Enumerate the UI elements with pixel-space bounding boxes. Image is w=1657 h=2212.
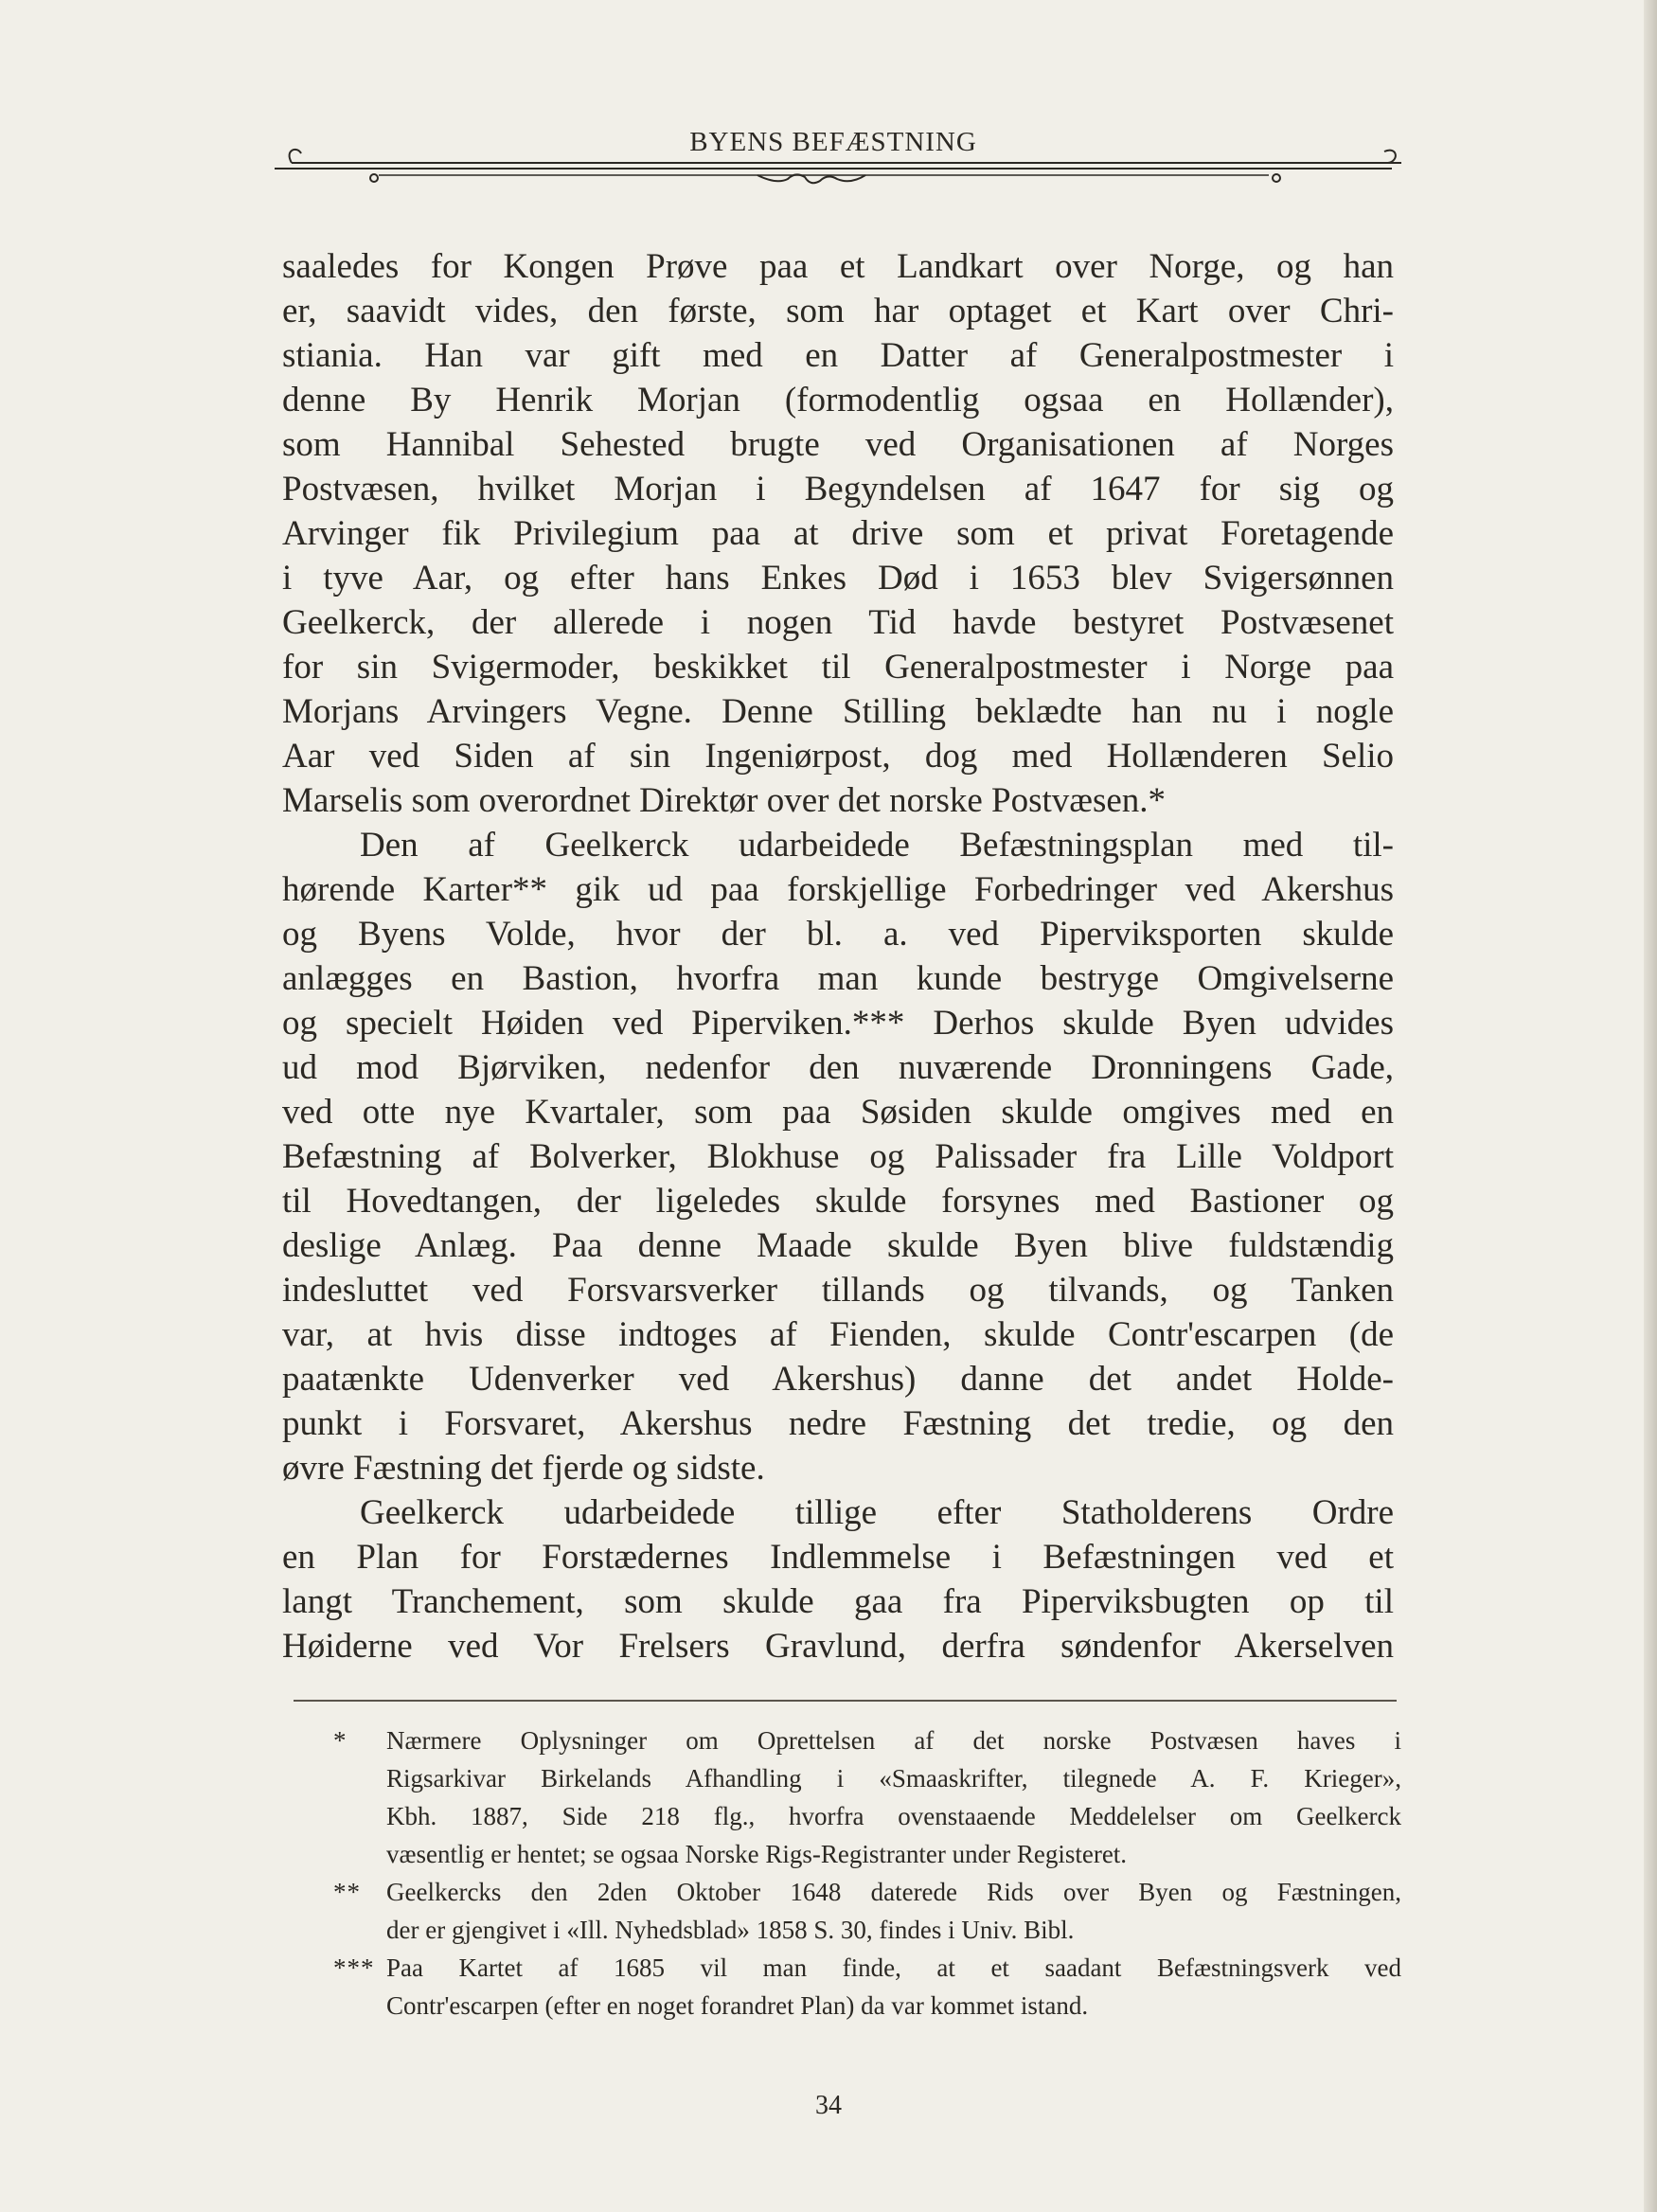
text-line: Høiderne ved Vor Frelsers Gravlund, derfra søndenfor Akerselven bbox=[282, 1627, 1394, 1666]
footnote-line bbox=[341, 1797, 1401, 1835]
text-line: Geelkerck, der allerede i nogen Tid havde bestyret Postvæsenet bbox=[282, 603, 1394, 642]
text-line: øvre Fæstning det fjerde og sidste. bbox=[282, 1449, 765, 1488]
footnote-line bbox=[341, 1759, 1401, 1797]
text-line: hørende Karter** gik ud paa forskjellige Forbedringer ved Akershus bbox=[282, 870, 1394, 909]
text-line: er, saavidt vides, den første, som har optaget et Kart over Chri- bbox=[282, 292, 1394, 330]
text-line: Befæstning af Bolverker, Blokhuse og Palissader fra Lille Voldport bbox=[282, 1137, 1394, 1176]
footnote-text: Geelkercks den 2den Oktober 1648 daterede Rids over Byen og Fæstningen, bbox=[386, 1878, 1401, 1906]
text-line: var, at hvis disse indtoges af Fienden, skulde Contr'escarpen (de bbox=[282, 1315, 1394, 1354]
text-line: langt Tranchement, som skulde gaa fra Piperviksbugten op til bbox=[282, 1582, 1394, 1621]
page-edge bbox=[1644, 0, 1657, 2212]
text-line: Morjans Arvingers Vegne. Denne Stilling beklædte han nu i nogle bbox=[282, 692, 1394, 731]
footnote-text: Kbh. 1887, Side 218 flg., hvorfra ovenstaaende Meddelelser om Geelkerck bbox=[386, 1802, 1401, 1830]
footnote-line bbox=[333, 1721, 1401, 1759]
page-number: 34 bbox=[815, 2091, 842, 2120]
text-line: ud mod Bjørviken, nedenfor den nuværende Dronningens Gade, bbox=[282, 1048, 1394, 1087]
text-line: Den af Geelkerck udarbeidede Befæstningsplan med til- bbox=[360, 826, 1394, 865]
footnote-text: Nærmere Oplysninger om Oprettelsen af det norske Postvæsen haves i bbox=[386, 1726, 1401, 1755]
text-line: ved otte nye Kvartaler, som paa Søsiden skulde omgives med en bbox=[282, 1093, 1394, 1132]
footnote-line bbox=[333, 1873, 1401, 1911]
footnote-marker: ** bbox=[333, 1878, 361, 1906]
text-line: punkt i Forsvaret, Akershus nedre Fæstning det tredie, og den bbox=[282, 1404, 1394, 1443]
footnotes bbox=[333, 1721, 1401, 2025]
text-line: en Plan for Forstædernes Indlemmelse i Befæstningen ved et bbox=[282, 1538, 1394, 1577]
text-line: stiania. Han var gift med en Datter af Generalpostmester i bbox=[282, 336, 1394, 375]
footnote-divider bbox=[294, 1700, 1397, 1702]
footnote-text: væsentlig er hentet; se ogsaa Norske Rigs-Registranter under Registeret. bbox=[386, 1840, 1128, 1868]
text-line: denne By Henrik Morjan (formodentlig ogsaa en Hollænder), bbox=[282, 381, 1394, 419]
text-line: i tyve Aar, og efter hans Enkes Død i 1653 blev Svigersønnen bbox=[282, 559, 1394, 598]
text-line: til Hovedtangen, der ligeledes skulde forsynes med Bastioner og bbox=[282, 1182, 1394, 1221]
footnote-line bbox=[341, 1835, 1401, 1873]
footnote-marker: * bbox=[333, 1726, 347, 1755]
text-line: Arvinger fik Privilegium paa at drive som et privat Foretagende bbox=[282, 514, 1394, 553]
footnote-text: Paa Kartet af 1685 vil man finde, at et saadant Befæstningsverk ved bbox=[386, 1953, 1401, 1982]
text-line: for sin Svigermoder, beskikket til Generalpostmester i Norge paa bbox=[282, 648, 1394, 687]
footnote-line bbox=[341, 1911, 1401, 1949]
text-line: saaledes for Kongen Prøve paa et Landkart over Norge, og han bbox=[282, 247, 1394, 286]
text-line: deslige Anlæg. Paa denne Maade skulde Byen blive fuldstændig bbox=[282, 1226, 1394, 1265]
text-line: indesluttet ved Forsvarsverker tillands og tilvands, og Tanken bbox=[282, 1271, 1394, 1310]
main-text bbox=[282, 244, 1394, 1668]
text-line: paatænkte Udenverker ved Akershus) danne det andet Holde- bbox=[282, 1360, 1394, 1399]
header-title: BYENS BEFÆSTNING bbox=[689, 127, 977, 157]
footnote-marker: *** bbox=[333, 1953, 375, 1982]
text-line: og specielt Høiden ved Piperviken.*** Derhos skulde Byen udvides bbox=[282, 1004, 1394, 1043]
running-header bbox=[265, 123, 1401, 208]
text-line: Aar ved Siden af sin Ingeniørpost, dog med Hollænderen Selio bbox=[282, 737, 1394, 776]
footnote-text: Rigsarkivar Birkelands Afhandling i «Smaaskrifter, tilegnede A. F. Krieger», bbox=[386, 1764, 1401, 1793]
text-line: anlægges en Bastion, hvorfra man kunde bestryge Omgivelserne bbox=[282, 959, 1394, 998]
text-line: Marselis som overordnet Direktør over det norske Postvæsen.* bbox=[282, 781, 1167, 820]
text-line: og Byens Volde, hvor der bl. a. ved Piperviksporten skulde bbox=[282, 915, 1394, 954]
text-line: Postvæsen, hvilket Morjan i Begyndelsen af 1647 for sig og bbox=[282, 470, 1394, 508]
footnote-text: Contr'escarpen (efter en noget forandret Plan) da var kommet istand. bbox=[386, 1991, 1089, 2020]
text-line: Geelkerck udarbeidede tillige efter Statholderens Ordre bbox=[360, 1493, 1394, 1532]
text-line: som Hannibal Sehested brugte ved Organisationen af Norges bbox=[282, 425, 1394, 464]
footnote-line bbox=[333, 1949, 1401, 1987]
footnote-text: der er gjengivet i «Ill. Nyhedsblad» 1858 S. 30, findes i Univ. Bibl. bbox=[386, 1916, 1075, 1944]
footnote-line bbox=[341, 1987, 1401, 2025]
